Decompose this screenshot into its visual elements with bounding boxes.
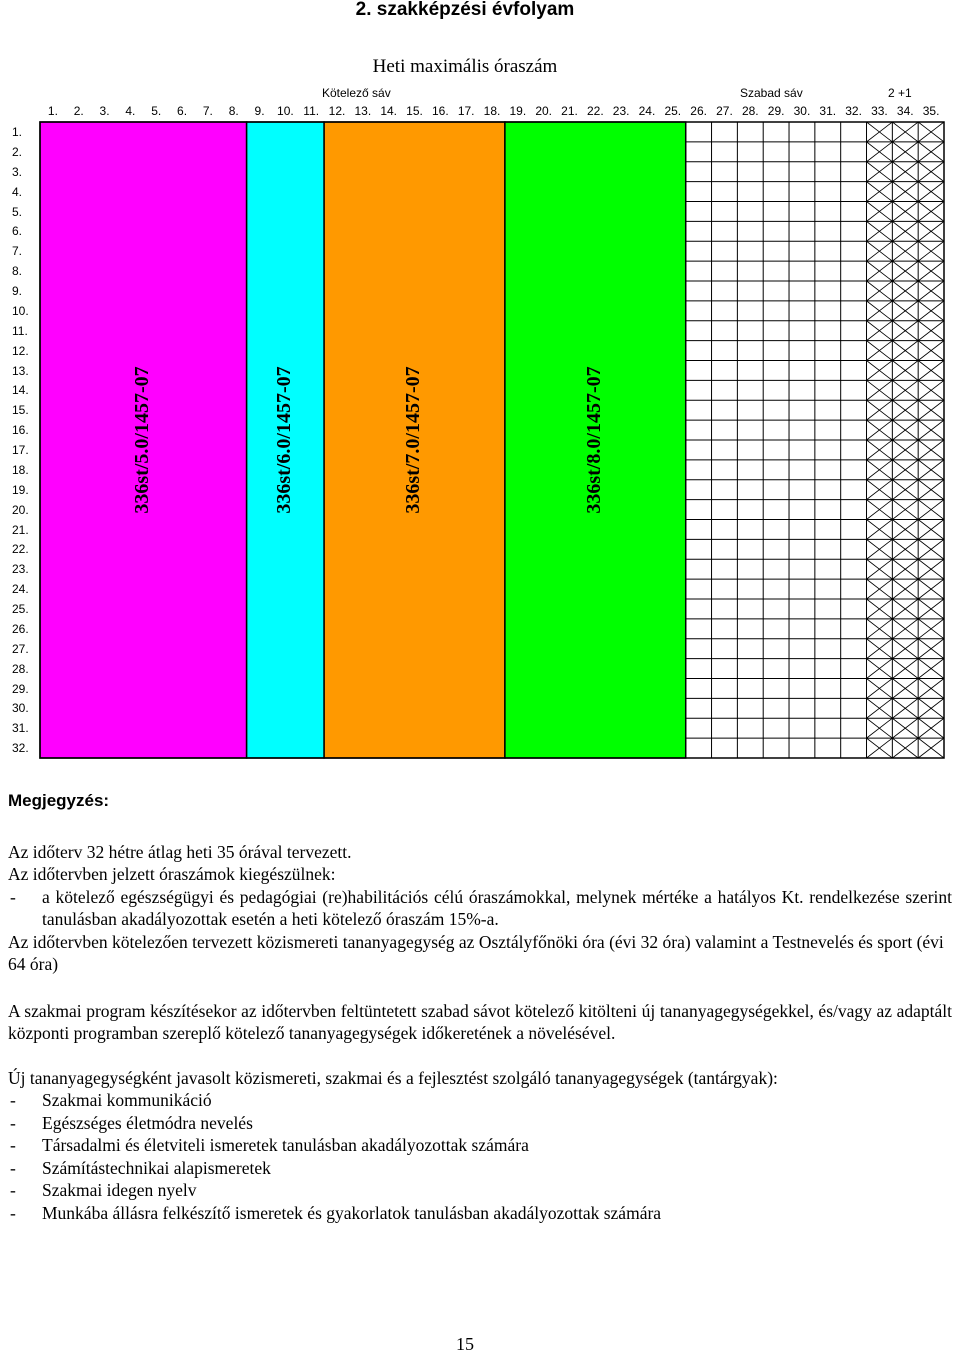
subject-list-item (8, 1089, 952, 1112)
notes-section (8, 790, 952, 1224)
hour-label: 25. (664, 104, 682, 118)
bullet-dash: - (10, 886, 16, 907)
subject-name: Egészséges életmódra nevelés (42, 1112, 253, 1133)
hour-label: 1. (47, 104, 58, 118)
subject-list-item (8, 1134, 952, 1157)
hour-label: 14. (380, 104, 398, 118)
subject-list-item (8, 1157, 952, 1180)
hour-label: 21. (561, 104, 578, 118)
document-heading: 2. szakképzési évfolyam (355, 0, 575, 20)
notes-paragraph-3: Új tananyagegységként javasolt közismereti, szakmai és a fejlesztést szolgáló tananyagegységek (tantárgyak): (8, 1067, 778, 1088)
hour-label: 17. (457, 104, 475, 118)
subject-list (8, 1089, 952, 1224)
hour-label: 15. (406, 104, 423, 118)
week-label: 26. (12, 621, 29, 636)
week-label: 1. (12, 125, 23, 139)
hour-label: 22. (586, 104, 604, 118)
hour-label: 30. (793, 104, 811, 118)
week-label: 24. (12, 582, 29, 597)
subject-list-item (8, 1112, 952, 1135)
hour-label: 33. (871, 104, 888, 118)
week-label: 13. (12, 363, 29, 378)
page-number: 15 (456, 1334, 474, 1354)
notes-line-2: Az időtervben jelzett óraszámok kiegészülnek: (8, 864, 336, 884)
hour-label: 19. (509, 104, 527, 118)
week-label: 17. (12, 443, 29, 457)
week-label: 23. (12, 562, 29, 577)
hour-label: 31. (819, 104, 837, 118)
bullet-dash: - (10, 1135, 16, 1155)
hour-label: 10. (277, 104, 294, 118)
band-label-3: 336st/7.0/1457-07 (402, 366, 425, 514)
week-label: 30. (12, 701, 29, 716)
week-label: 12. (12, 343, 29, 358)
week-label: 5. (12, 204, 23, 219)
week-label: 4. (12, 184, 23, 199)
week-label: 9. (12, 284, 23, 298)
week-label: 20. (12, 502, 29, 517)
hour-label: 26. (690, 104, 707, 118)
hour-label: 8. (228, 104, 239, 118)
subject-list-item (8, 1202, 952, 1225)
band-label-2: 336st/6.0/1457-07 (272, 366, 295, 514)
free-band-label: Szabad sáv (740, 86, 803, 100)
hour-label: 3. (99, 104, 110, 118)
hour-label: 23. (612, 104, 630, 118)
bullet-dash: - (10, 1157, 16, 1178)
subject-list-item (8, 1179, 952, 1202)
hour-label: 16. (431, 104, 449, 118)
notes-title: Megjegyzés: (8, 791, 110, 810)
week-label: 11. (12, 323, 28, 338)
hour-label: 6. (177, 104, 188, 118)
week-label: 16. (12, 423, 29, 438)
week-label: 6. (12, 224, 23, 239)
hour-label: 34. (896, 104, 914, 118)
week-label: 2. (12, 144, 23, 159)
bullet-text: a kötelező egészségügyi és pedagógiai (re)habilitációs célú óraszámokkal, melynek mértéke a hatályos Kt. rendelkezése szerint tanulásban akadályozottak esetén a heti kötelező óraszám 15%-a. (42, 886, 952, 929)
subject-name: Munkába állásra felkészítő ismeretek és gyakorlatok tanulásban akadályozottak számára (42, 1202, 662, 1223)
bullet-dash: - (10, 1202, 16, 1223)
week-label: 14. (12, 383, 29, 398)
week-label: 25. (12, 602, 29, 616)
hour-label: 35. (922, 104, 940, 118)
subject-name: Számítástechnikai alapismeretek (42, 1157, 271, 1178)
hour-label: 12. (328, 104, 346, 118)
week-label: 22. (12, 542, 29, 557)
week-label: 15. (12, 403, 29, 418)
extra-band-label: 2 +1 (888, 86, 912, 100)
hour-label: 5. (151, 104, 162, 118)
week-label: 31. (12, 721, 29, 736)
week-label: 28. (12, 661, 29, 676)
hour-label: 18. (483, 104, 501, 118)
week-label: 21. (12, 522, 29, 537)
notes-line-3: Az időtervben kötelezően tervezett közismereti tananyagegység az Osztályfőnöki óra (évi 32 óra) valamint a Testnevelés és sport (évi 64 óra) (8, 931, 944, 974)
hour-label: 28. (741, 104, 759, 118)
hour-label: 13. (354, 104, 372, 118)
week-label: 7. (12, 244, 23, 259)
hour-label: 29. (767, 104, 785, 118)
subject-name: Társadalmi és életviteli ismeretek tanulásban akadályozottak számára (42, 1135, 529, 1155)
week-label: 10. (12, 303, 29, 318)
hour-label: 11. (303, 104, 320, 118)
hour-label: 2. (73, 104, 84, 118)
band-label-1: 336st/5.0/1457-07 (130, 366, 153, 514)
hour-label: 32. (845, 104, 862, 118)
chart-title: Heti maximális óraszám (372, 56, 558, 77)
bullet-dash: - (10, 1112, 16, 1133)
notes-line-1: Az időterv 32 hétre átlag heti 35 órával tervezett. (8, 841, 352, 862)
week-label: 27. (12, 641, 29, 656)
hour-label: 24. (638, 104, 656, 118)
week-label: 29. (12, 681, 29, 696)
week-label: 18. (12, 462, 29, 477)
bullet-dash: - (10, 1180, 16, 1200)
hour-label: 9. (254, 104, 265, 118)
hour-label: 27. (716, 104, 733, 118)
bullet-dash: - (10, 1090, 16, 1110)
band-label-4: 336st/8.0/1457-07 (582, 366, 605, 514)
mandatory-band-label: Kötelező sáv (322, 86, 391, 100)
week-label: 8. (12, 264, 23, 279)
notes-paragraph-2: A szakmai program készítésekor az időtervben feltüntetett szabad sávot kötelező kitölteni új tananyagegységekkel, és/vagy az adaptált központi programban szereplő kötelező tananyagegységek időkeretének a növelésével. (8, 1000, 952, 1043)
notes-bullet-1 (8, 886, 952, 931)
hour-label: 4. (125, 104, 136, 118)
week-label: 3. (12, 164, 23, 179)
week-label: 32. (12, 741, 29, 756)
subject-name: Szakmai idegen nyelv (42, 1180, 197, 1200)
hour-label: 7. (202, 104, 213, 118)
hour-label: 20. (535, 104, 552, 118)
week-label: 19. (12, 482, 29, 497)
subject-name: Szakmai kommunikáció (42, 1090, 212, 1110)
